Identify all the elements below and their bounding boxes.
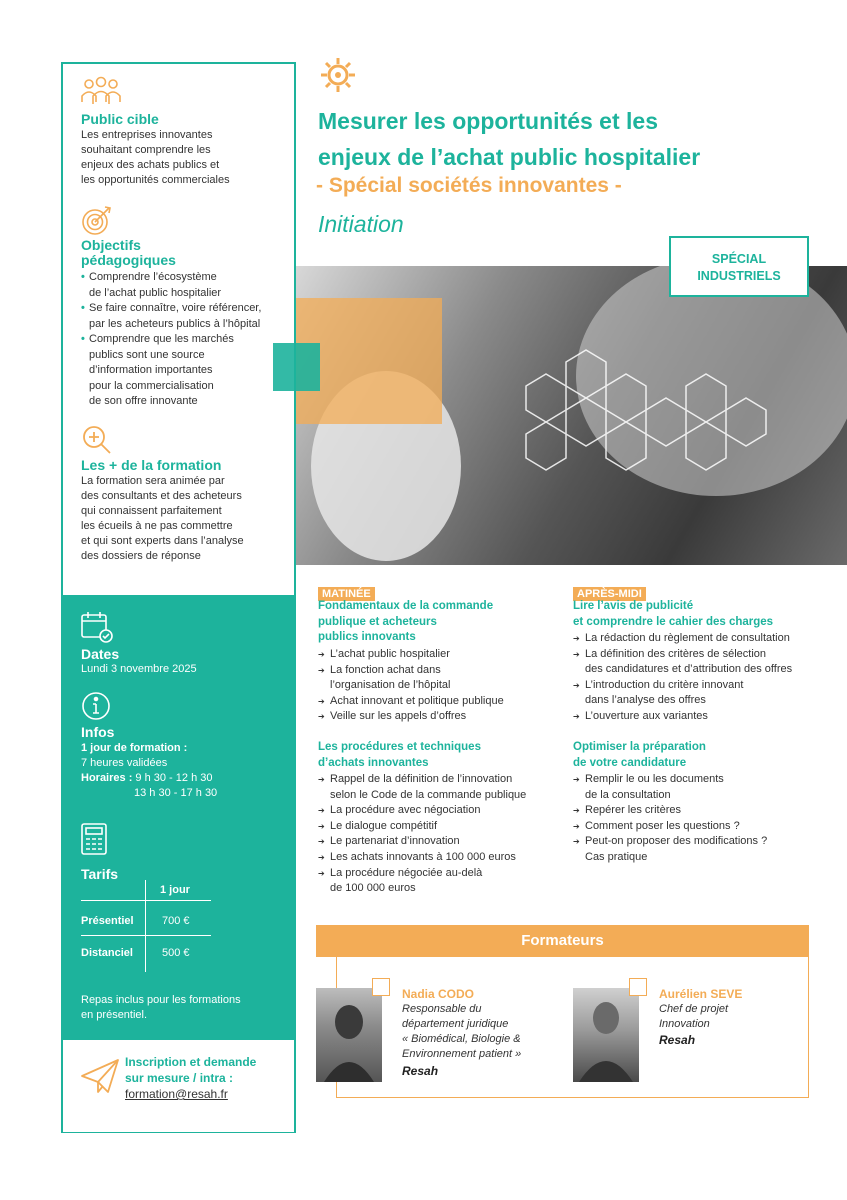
apresmidi-tag: APRÈS-MIDI: [573, 584, 646, 602]
list-item: • Comprendre que les marchés publics sont une source d’information importantes pour la commercialisation de son offre innovante: [81, 332, 296, 410]
list-item: ➔ Peut-on proposer des modifications ? Cas pratique: [573, 834, 843, 865]
tarifs-column-label: 1 jour: [160, 884, 190, 896]
list-item: ➔ L’introduction du critère innovant dans l’analyse des offres: [573, 678, 843, 709]
plus-formation-title: Les + de la formation: [81, 457, 222, 473]
tarifs-divider: [81, 935, 211, 936]
trainer-name: Aurélien SEVE: [659, 987, 743, 1001]
list-item: ➔ Achat innovant et politique publique: [318, 694, 568, 710]
magnifier-plus-icon: [81, 424, 113, 456]
list-item: ➔ Remplir le ou les documents de la consultation: [573, 772, 843, 803]
trainer-accent-square: [629, 978, 647, 996]
calendar-icon: [80, 610, 114, 644]
avatar: [316, 988, 382, 1082]
matinee-block2-title: Les procédures et techniques d’achats innovantes: [318, 741, 481, 769]
public-cible-text: Les entreprises innovantes souhaitant comprendre les enjeux des achats publics et les opportunités commerciales: [81, 129, 230, 186]
list-item: ➔ Repérer les critères: [573, 803, 843, 819]
list-item: ➔ La rédaction du règlement de consultation: [573, 631, 843, 647]
trainer-org: Resah: [659, 1033, 696, 1047]
page-subtitle: - Spécial sociétés innovantes -: [316, 174, 622, 197]
avatar: [573, 988, 639, 1082]
matinee-tag: MATINÉE: [318, 584, 375, 602]
tarifs-divider: [81, 900, 211, 901]
list-item: ➔ Comment poser les questions ?: [573, 819, 843, 835]
level-label: Initiation: [318, 211, 404, 237]
target-icon: [81, 204, 113, 236]
objectifs-list: [81, 270, 296, 410]
list-item: ➔ La fonction achat dans l’organisation de l’hôpital: [318, 663, 568, 694]
tarifs-title: Tarifs: [81, 866, 119, 882]
apresmidi-block1-title: Lire l’avis de publicité et comprendre le cahier des charges: [573, 600, 774, 628]
matinee-block1-list: [318, 647, 568, 725]
trainer-org: Resah: [402, 1064, 439, 1078]
list-item: ➔ Les achats innovants à 100 000 euros: [318, 850, 568, 866]
gear-icon: [318, 55, 358, 95]
objectifs-title: Objectifs pédagogiques: [81, 237, 176, 268]
list-item: ➔ La définition des critères de sélection des candidatures et d’attribution des offres: [573, 647, 843, 678]
page-title: Mesurer les opportunités et les enjeux de l’achat public hospitalier: [318, 108, 701, 170]
tarif-price: 500 €: [162, 947, 190, 959]
tarif-price: 700 €: [162, 915, 190, 927]
dates-value: Lundi 3 novembre 2025: [81, 663, 197, 675]
inscription-title: Inscription et demande sur mesure / intra :: [125, 1055, 257, 1085]
formateurs-title: Formateurs: [316, 925, 809, 957]
list-item: ➔ Le partenariat d’innovation: [318, 834, 568, 850]
tarif-label: Présentiel: [81, 915, 134, 927]
apresmidi-block1-list: [573, 631, 843, 725]
paper-plane-icon: [80, 1058, 120, 1096]
list-item: ➔ L’achat public hospitalier: [318, 647, 568, 663]
list-item: ➔ La procédure avec négociation: [318, 803, 568, 819]
apresmidi-block2-title: Optimiser la préparation de votre candidature: [573, 741, 706, 769]
infos-title: Infos: [81, 724, 115, 740]
list-item: • Comprendre l’écosystème de l’achat public hospitalier: [81, 270, 296, 301]
trainer-name: Nadia CODO: [402, 987, 475, 1001]
trainer-accent-square: [372, 978, 390, 996]
matinee-block2-list: [318, 772, 568, 897]
special-industriels-badge: SPÉCIAL INDUSTRIELS: [669, 236, 809, 297]
dates-title: Dates: [81, 646, 120, 662]
plus-formation-text: La formation sera animée par des consultants et des acheteurs qui connaissent parfaitement les écueils à ne pas commettre et qui sont experts dans l’analyse des dossiers de réponse: [81, 475, 244, 562]
list-item: ➔ Le dialogue compétitif: [318, 819, 568, 835]
repas-note: Repas inclus pour les formations en présentiel.: [81, 994, 241, 1021]
trainer-role: Chef de projet Innovation: [659, 1003, 729, 1030]
list-item: ➔ La procédure négociée au-delà de 100 000 euros: [318, 866, 568, 897]
teal-accent-square: [273, 343, 320, 391]
list-item: ➔ Veille sur les appels d’offres: [318, 709, 568, 725]
tarifs-divider-vertical: [145, 880, 146, 972]
apresmidi-block2-list: [573, 772, 843, 866]
people-icon: [80, 76, 122, 106]
calculator-icon: [80, 822, 108, 856]
infos-text: 1 jour de formation : 7 heures validées Horaires : 9 h 30 - 12 h 30 13 h 30 - 17 h 30: [81, 742, 218, 799]
public-cible-title: Public cible: [81, 111, 159, 127]
tarif-label: Distanciel: [81, 947, 133, 959]
list-item: • Se faire connaître, voire référencer, par les acheteurs publics à l’hôpital: [81, 301, 296, 332]
matinee-block1-title: Fondamentaux de la commande publique et acheteurs publics innovants: [318, 600, 494, 643]
inscription-email-link[interactable]: formation@resah.fr: [125, 1087, 228, 1101]
list-item: ➔ Rappel de la définition de l’innovation selon le Code de la commande publique: [318, 772, 568, 803]
trainer-role: Responsable du département juridique « Biomédical, Biologie & Environnement patient »: [402, 1003, 522, 1060]
info-icon: [80, 690, 112, 722]
list-item: ➔ L’ouverture aux variantes: [573, 709, 843, 725]
